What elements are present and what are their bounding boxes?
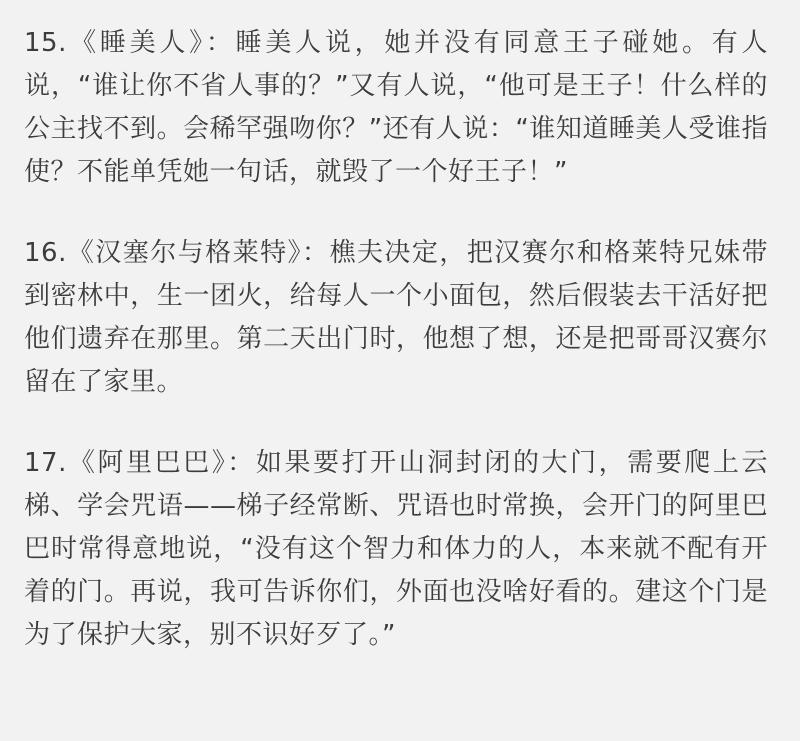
paragraph-item-17: 17.《阿里巴巴》：如果要打开山洞封闭的大门，需要爬上云梯、学会咒语——梯子经常断、咒语也时常换，会开门的阿里巴巴时常得意地说，“没有这个智力和体力的人，本来就不配有开着的门。再说，我可告诉你们，外面也没啥好看的。建这个门是为了保护大家，别不识好歹了。”: [24, 448, 768, 650]
paragraph-item-16: 16.《汉塞尔与格莱特》：樵夫决定，把汉赛尔和格莱特兄妹带到密林中，生一团火，给每人一个小面包，然后假装去干活好把他们遗弃在那里。第二天出门时，他想了想，还是把哥哥汉赛尔留在了家里。: [24, 238, 768, 397]
paragraph-item-15: 15.《睡美人》：睡美人说，她并没有同意王子碰她。有人说，“谁让你不省人事的？”又有人说，“他可是王子！什么样的公主找不到。会稀罕强吻你？”还有人说：“谁知道睡美人受谁指使？不能单凭她一句话，就毁了一个好王子！”: [24, 28, 768, 187]
